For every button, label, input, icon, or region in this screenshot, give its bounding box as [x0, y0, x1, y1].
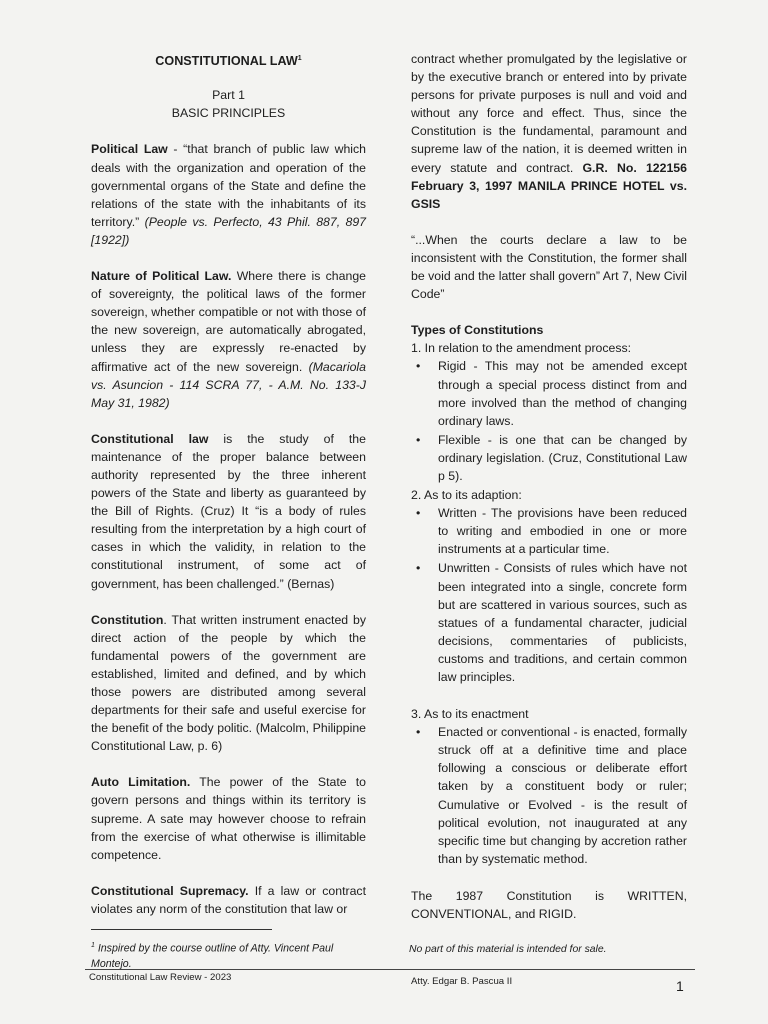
constitutional-law-term: Constitutional law [91, 431, 209, 446]
closing-statement: The 1987 Constitution is WRITTEN, CONVENTIONAL, and RIGID. [411, 888, 687, 922]
list-item [411, 723, 687, 868]
title-text: CONSTITUTIONAL LAW [155, 54, 298, 69]
bullet-icon: • [416, 725, 421, 740]
footer-divider [85, 969, 695, 970]
nature-term: Nature of Political Law. [91, 269, 232, 284]
footer-author: Atty. Edgar B. Pascua II [411, 976, 513, 987]
list-item-text: Enacted or conventional - is enacted, formally struck off at a definitive time and place following a conscious or deliberate effort taken by a constituent body or ruler; Cumulative or Evolved - is the result of political evolution, not inaugurated at any specific time but changing by accretion rather than by systematic method. [438, 725, 687, 866]
political-law-term: Political Law [91, 142, 168, 157]
nature-citation: (Macariola vs. Asuncion - 114 SCRA 77, - A.M. No. 133-J May 31, 1982) [91, 359, 366, 410]
enactment-list [411, 723, 687, 868]
adaption-list [411, 504, 687, 686]
list-item [411, 559, 687, 686]
left-column [91, 50, 366, 918]
political-law-paragraph [91, 140, 366, 249]
page-number: 1 [676, 978, 684, 994]
amendment-list [411, 357, 687, 485]
list-item [411, 357, 687, 429]
list-item-text: Rigid - This may not be amended except through a special process distinct from and more involved than the method of changing ordinary laws. [438, 359, 687, 428]
auto-limitation-paragraph [91, 773, 366, 863]
civil-code-quote: “...When the courts declare a law to be inconsistent with the Constitution, the former shall be void and the latter shall govern” Art 7, New Civil Code” [411, 232, 687, 302]
bullet-icon: • [416, 506, 421, 521]
group-label-adaption: 2. As to its adaption: [411, 488, 522, 503]
part-number: Part 1 [212, 88, 245, 103]
auto-limitation-term: Auto Limitation. [91, 775, 191, 790]
political-law-text: - “that branch of public law which deals with the organization and operation of the governmental organs of the State and define the relations of the state with the inhabitants of its territory.” [91, 142, 367, 229]
document-title [91, 50, 366, 70]
footnote-divider [91, 929, 272, 930]
group-label-enactment: 3. As to its enactment [411, 707, 529, 722]
list-item-text: Unwritten - Consists of rules which have not been integrated into a single, concrete form but are scattered in various sources, such as statues of a fundamental character, judicial decisions, commentaries of publicists, customs and traditions, and certain common law principles. [438, 561, 687, 684]
list-item [411, 431, 687, 485]
supremacy-term: Constitutional Supremacy. [91, 883, 249, 898]
constitution-paragraph [91, 611, 366, 756]
bullet-icon: • [416, 561, 421, 576]
continuation-paragraph [411, 50, 687, 213]
not-for-sale-notice: No part of this material is intended for sale. [409, 944, 607, 955]
footnote-text: Inspired by the course outline of Atty. Vincent Paul Montejo. [91, 942, 334, 970]
group-label-amendment: 1. In relation to the amendment process: [411, 341, 632, 356]
continuation-text: contract whether promulgated by the legislative or by the executive branch or entered into by private persons for private purposes is null and void and without any force and effect. Thus, since the Constitution is the fundamental, paramount and supreme law of the nation, it is deemed written in every statute and contract. [411, 52, 687, 175]
case-reference: G.R. No. 122156 February 3, 1997 MANILA PRINCE HOTEL vs. GSIS [411, 160, 687, 211]
auto-limitation-text: The power of the State to govern persons and things within its territory is supreme. A sate may however choose to refrain from the exercise of what otherwise is illimitable competence. [91, 775, 366, 862]
supremacy-paragraph [91, 882, 366, 918]
footnote-marker: 1 [91, 942, 95, 949]
list-item [411, 504, 687, 558]
constitutional-law-paragraph [91, 430, 366, 593]
footnote [91, 938, 366, 972]
right-column [411, 50, 687, 923]
footer-course-title: Constitutional Law Review - 2023 [89, 972, 232, 983]
list-item-text: Flexible - is one that can be changed by ordinary legislation. (Cruz, Constitutional Law p 5). [438, 432, 687, 483]
constitution-term: Constitution [91, 612, 164, 627]
bullet-icon: • [416, 432, 421, 447]
part-title: BASIC PRINCIPLES [171, 106, 286, 121]
nature-paragraph [91, 267, 366, 412]
types-heading: Types of Constitutions [411, 323, 544, 338]
political-law-citation: (People vs. Perfecto, 43 Phil. 887, 897 [1922]) [91, 214, 367, 247]
nature-text: Where there is change of sovereignty, the political laws of the former sovereign, whether compatible or not with those of the new sovereign, are automatically abrogated, unless they are expressly re-enacted by affirmative act of the new sovereign. [91, 269, 366, 374]
list-item-text: Written - The provisions have been reduced to writing and embodied in one or more instruments at a particular time. [438, 506, 687, 557]
constitution-text: . That written instrument enacted by direct action of the people by which the fundamental powers of the government are established, limited and defined, and by which those powers are distributed among several departments for their safe and useful exercise for the benefit of the body politic. (Malcolm, Philippine Constitutional Law, p. 6) [91, 612, 366, 754]
title-footnote-marker: 1 [297, 55, 302, 62]
constitutional-law-text: is the study of the maintenance of the proper balance between authority represented by the three inherent powers of the State and liberty as guaranteed by the Bill of Rights. (Cruz) It “is a body of rules resulting from the interpretation by a high court of cases in which the validity, in relation to the constitutional instrument, of some act of government, has been challenged.” (Bernas) [91, 431, 366, 591]
bullet-icon: • [416, 359, 421, 374]
supremacy-text: If a law or contract violates any norm of the constitution that law or [91, 883, 366, 916]
